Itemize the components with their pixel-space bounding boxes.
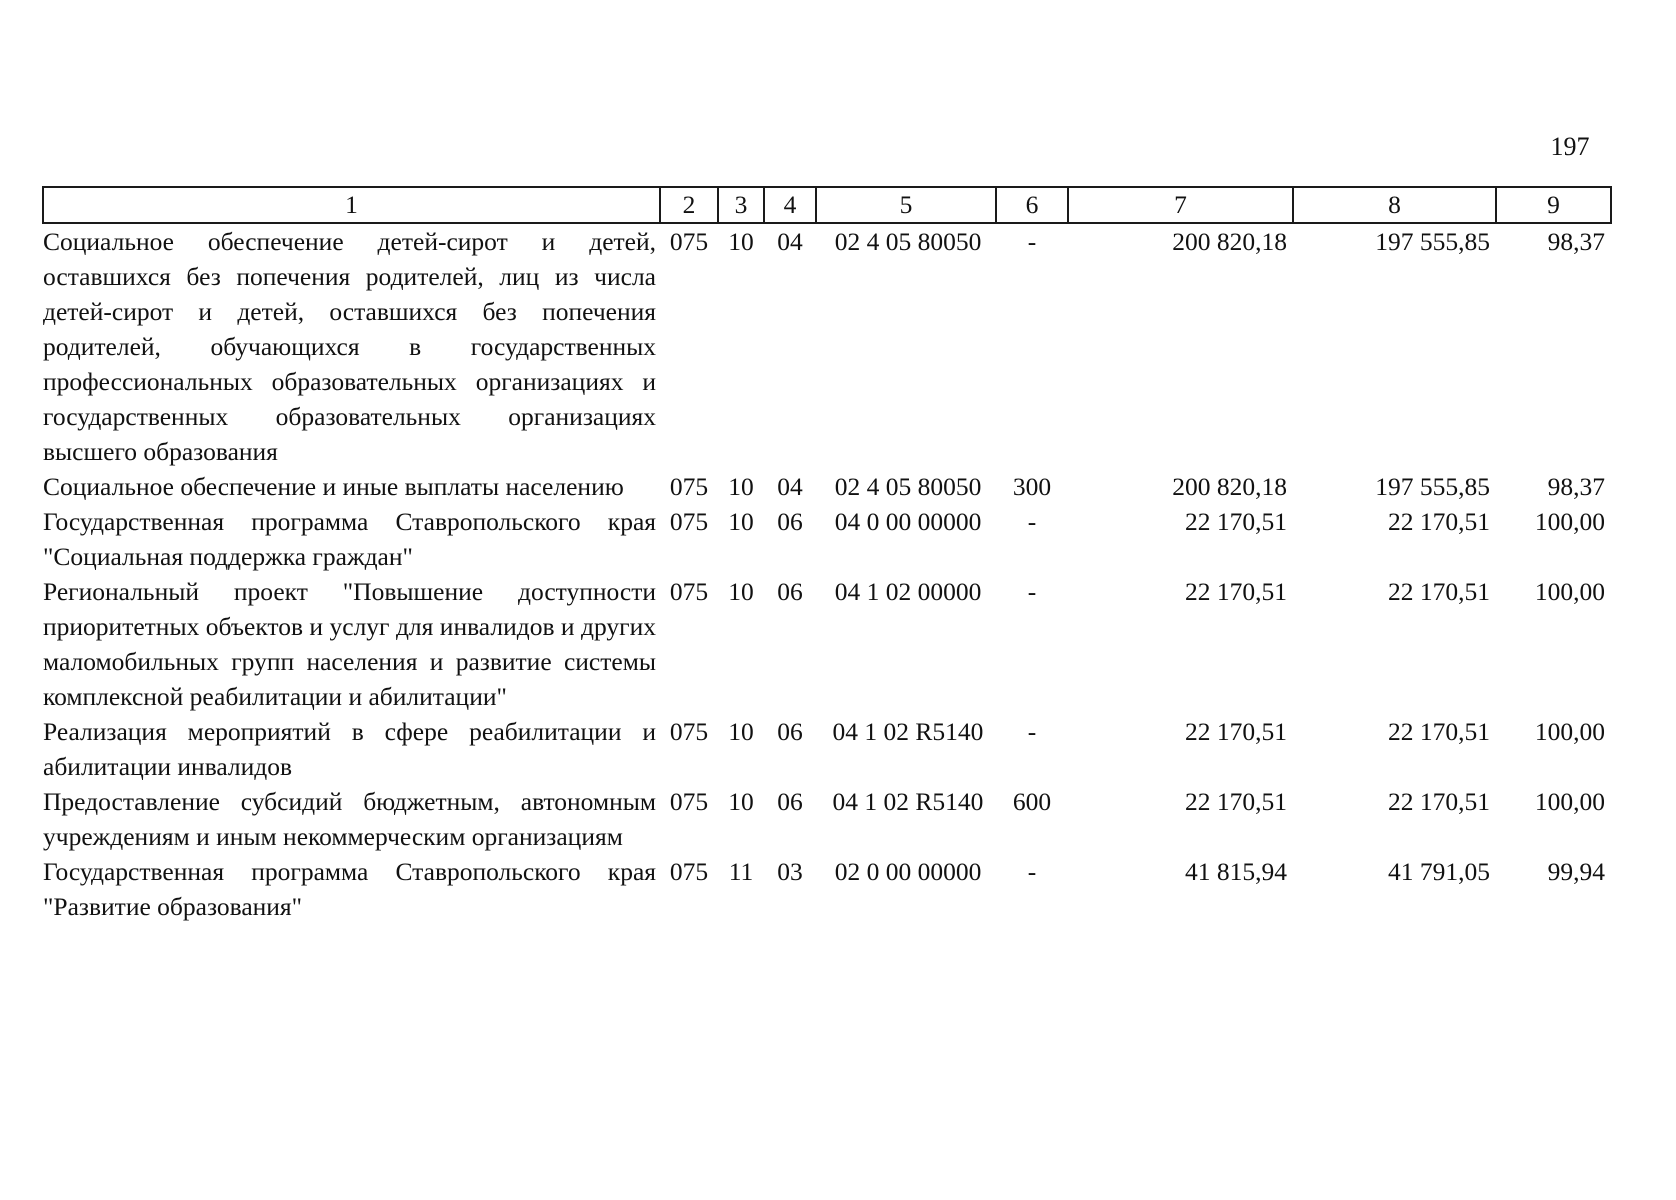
row-rz: 10 [728,472,754,501]
row-pct: 98,37 [1547,227,1605,256]
table-row [43,784,1611,854]
row-rz: 11 [728,857,754,886]
row-pct: 98,37 [1547,472,1605,501]
row-plan: 22 170,51 [1185,717,1287,746]
row-pr: 06 [777,507,803,536]
row-plan: 200 820,18 [1172,472,1287,501]
budget-table-container [42,186,1610,924]
row-rz: 10 [728,717,754,746]
row-vr: - [1027,857,1037,886]
row-fact: 197 555,85 [1375,472,1490,501]
row-plan: 22 170,51 [1185,787,1287,816]
row-pr: 06 [777,717,803,746]
row-vr: - [1027,717,1037,746]
row-pr: 04 [777,472,803,501]
row-pct: 100,00 [1534,577,1605,606]
row-vr: - [1027,227,1037,256]
row-vr: - [1027,507,1037,536]
row-rz: 10 [728,227,754,256]
row-pct: 100,00 [1534,717,1605,746]
row-name: Государственная программа Ставропольского края "Социальная поддержка граждан" [43,507,656,571]
row-pct: 100,00 [1534,787,1605,816]
row-csr: 04 1 02 R5140 [832,787,984,816]
row-plan: 22 170,51 [1185,507,1287,536]
row-pr: 03 [777,857,803,886]
row-csr: 02 4 05 80050 [834,227,982,256]
column-header-4: 4 [764,187,816,223]
column-number-header-row [43,187,1611,223]
row-grbs: 075 [669,472,709,501]
row-rz: 10 [728,577,754,606]
row-name: Реализация мероприятий в сфере реабилитации и абилитации инвалидов [43,717,656,781]
table-row [43,714,1611,784]
page-number: 197 [1550,132,1590,161]
row-name: Социальное обеспечение и иные выплаты населению [43,472,624,501]
row-grbs: 075 [669,857,709,886]
row-rz: 10 [728,507,754,536]
column-header-5: 5 [816,187,996,223]
row-plan: 41 815,94 [1185,857,1287,886]
row-fact: 22 170,51 [1388,577,1490,606]
table-row [43,223,1611,469]
row-csr: 04 1 02 R5140 [832,717,984,746]
column-header-3: 3 [718,187,764,223]
table-row [43,854,1611,924]
row-fact: 22 170,51 [1388,507,1490,536]
table-row [43,574,1611,714]
row-vr: 600 [1012,787,1052,816]
row-name: Предоставление субсидий бюджетным, автономным учреждениям и иным некоммерческим организациям [43,787,656,851]
row-pr: 04 [777,227,803,256]
column-header-9: 9 [1496,187,1611,223]
column-header-1: 1 [43,187,660,223]
column-header-2: 2 [660,187,718,223]
row-fact: 22 170,51 [1388,787,1490,816]
row-grbs: 075 [669,507,709,536]
row-name: Государственная программа Ставропольского края "Развитие образования" [43,857,656,921]
row-rz: 10 [728,787,754,816]
row-csr: 02 0 00 00000 [834,857,982,886]
table-row [43,504,1611,574]
row-grbs: 075 [669,787,709,816]
row-plan: 22 170,51 [1185,577,1287,606]
table-row [43,469,1611,504]
row-pct: 100,00 [1534,507,1605,536]
row-fact: 197 555,85 [1375,227,1490,256]
row-vr: - [1027,577,1037,606]
column-header-8: 8 [1293,187,1496,223]
row-pct: 99,94 [1547,857,1605,886]
row-grbs: 075 [669,717,709,746]
column-header-6: 6 [996,187,1068,223]
row-fact: 22 170,51 [1388,717,1490,746]
row-plan: 200 820,18 [1172,227,1287,256]
column-header-7: 7 [1068,187,1293,223]
row-grbs: 075 [669,577,709,606]
row-csr: 02 4 05 80050 [834,472,982,501]
row-csr: 04 0 00 00000 [834,507,982,536]
row-pr: 06 [777,577,803,606]
row-name: Региональный проект "Повышение доступности приоритетных объектов и услуг для инвалидов и других маломобильных групп населения и развитие системы комплексной реабилитации и абилитации" [43,577,656,711]
row-fact: 41 791,05 [1388,857,1490,886]
budget-table [42,186,1612,924]
row-pr: 06 [777,787,803,816]
row-vr: 300 [1012,472,1052,501]
row-csr: 04 1 02 00000 [834,577,982,606]
row-name: Социальное обеспечение детей-сирот и детей, оставшихся без попечения родителей, лиц из числа детей-сирот и детей, оставшихся без попечения родителей, обучающихся в государственных профессиональных образовательных организациях и государственных образовательных организациях высшего образования [43,227,656,466]
row-grbs: 075 [669,227,709,256]
